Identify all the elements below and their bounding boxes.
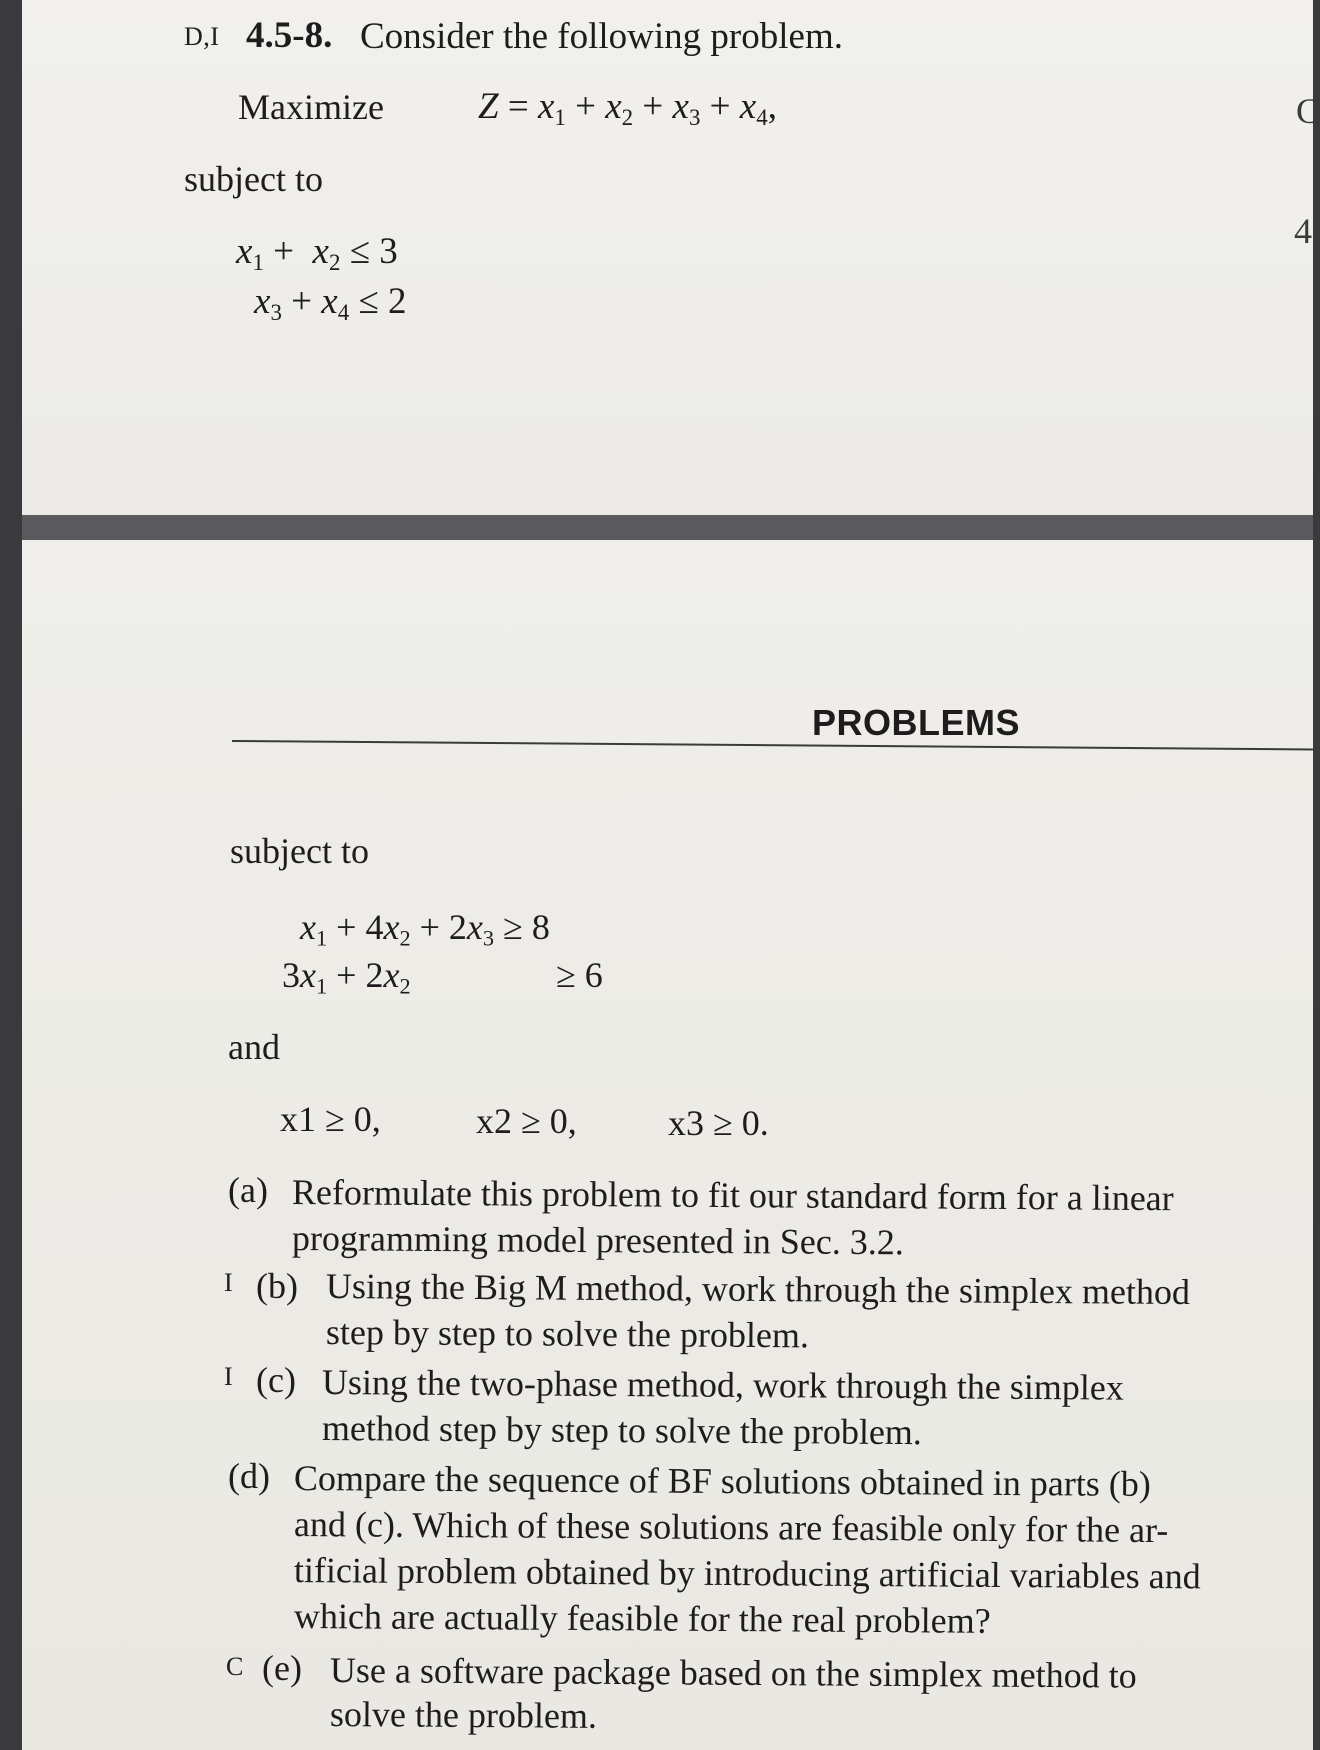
page-gap [22,515,1313,540]
part-b-line-2: step by step to solve the problem. [325,1312,810,1356]
part-d-label: (d) [228,1456,270,1496]
nonneg-x2: x2 ≥ 0, [476,1101,577,1141]
part-b-line-1: Using the Big M method, work through the simplex method [325,1266,1191,1313]
problem-heading: Consider the following problem. [360,16,843,57]
part-e-line-2: solve the problem. [329,1694,598,1736]
part-d-line-1: Compare the sequence of BF solutions obtained in parts (b) [293,1458,1151,1504]
subject-to-label-2: subject to [230,831,369,871]
part-e-label: (e) [262,1648,302,1688]
constraint-1: $x_1 + x_2 \le 3$ [236,231,398,275]
part-e-mark: C [226,1652,244,1681]
problem-tag: D,I [184,22,220,51]
part-c-line-2: method step by step to solve the problem. [321,1408,923,1453]
constraint-2: $x_3 + x_4 \le 2$ [254,281,407,325]
part-b-mark: I [224,1268,233,1297]
edge-char-4: 4 [1294,211,1312,251]
part-c-mark: I [224,1362,233,1391]
part-b-label: (b) [256,1266,298,1306]
part-a-line-2: programming model presented in Sec. 3.2. [291,1218,904,1263]
upper-page [22,0,1313,515]
part-c-line-1: Using the two-phase method, work through the simplex [321,1362,1125,1408]
nonneg-x3: x3 ≥ 0. [668,1103,769,1143]
constraint-4-rhs: ≥ 6 [556,955,603,995]
edge-char-c: C [1296,91,1320,131]
maximize-label: Maximize [238,87,384,127]
part-d-line-4: which are actually feasible for the real problem? [293,1596,991,1641]
section-title: PROBLEMS [812,702,1021,743]
part-c-label: (c) [256,1360,296,1400]
subject-to-label: subject to [184,159,323,199]
part-e-line-1: Use a software package based on the simplex method to [329,1650,1137,1696]
nonneg-x1: x1 ≥ 0, [280,1099,381,1139]
objective-function: $Z = x_1 + x_2 + x_3 + x_4$, [478,86,777,130]
part-a-label: (a) [228,1170,268,1210]
part-d-line-2: and (c). Which of these solutions are feasible only for the ar- [293,1504,1169,1551]
part-d-line-3: tificial problem obtained by introducing artificial variables and [293,1550,1201,1597]
problem-number: 4.5-8. [246,15,333,56]
constraint-3: $x_1 + 4x_2 + 2x_3 \ge 8$ [300,907,550,951]
and-label: and [228,1027,280,1067]
part-a-line-1: Reformulate this problem to fit our standard form for a linear [291,1172,1174,1219]
constraint-4: $3x_1 + 2x_2$ [282,955,411,999]
